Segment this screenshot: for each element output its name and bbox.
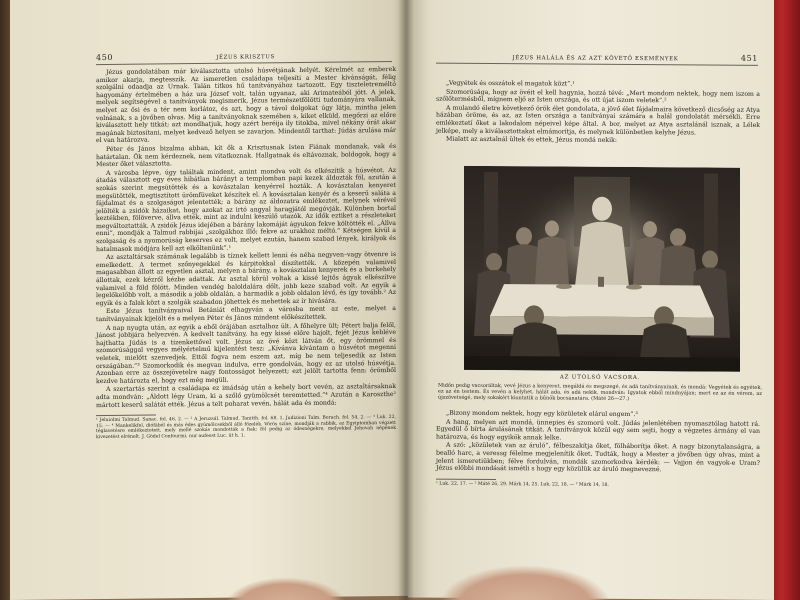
left-paragraph: Jézus gondolatában már kiválasztotta utolsó húsvétjának helyét. Kérelmét az emberek amikor akarja, megtesszik. Az ismeretlen családapa teljesíti a Mester kívánságát, félig szolgálni odaadja az Urnak. Talán titkos hű tanítványához tartozott. Egy tiszteletreméltó hagyomány értelmében a ház ura József volt, talán ugyanaz, aki Arimateából jött. A jelek, melyek segítségével a tanítványok megismerik, Jézus természetfölötti tudományára vallanak, melyet az ősi és a tér nem korlátoz, és azt, hogy a távol dolgokat úgy látja, mintha jelen volnának, s a jövőben olvas. Mig a tanítványoknak szemében s, kiket elküld, megőrzi az előre kiválasztott hely titkát; azt mondhatjuk, hogy azért beréija ily titokba, mivel nékány órát akar magának biztosítani, melyet kedvező helyen se zavarjon. Mindentől tarthat: Júdás árulása már el van határozva. xyxy=(96,65,396,145)
right-text-column-top xyxy=(436,80,760,147)
footnote-rule xyxy=(96,415,156,417)
left-footnotes: ¹ Jeluiolmi Talmud. Sanac. fol. 46, 2. — ² A Jeruzsál. Talmud. Tanitth. fol. 68. 1, Judizioni Talm. Borach. fol. 54, 2. — ³ Luk. 22, 15. — ⁴ Mankelikfel, diófából és más édes gyümölcsekből álló főzelék. Vörös színe, mondják a rabbik, az Egyiptomban végzett téglavetésre emlékeztetett, mely mellé szokás mondották a fiak; föl pedig az ódesnégekre, melyekkel Jehovah népének kivezetést elrénelt. J. Gödel Confourmi, nur aufeost Luc. üt h. 1. xyxy=(96,415,396,441)
right-text-column-bottom xyxy=(436,410,760,490)
right-paragraph: A hang, melyen azt mondá, ünnepies és szomorú volt. Júdás jelenlétében nyomasztólag hatott rá. Egyedül ő bírta árulásának titkát. A tanítványok közül egy sem sejti, hogy a végzetes ármány el van határozva, és hogy egyikök annak lelke. xyxy=(436,418,760,442)
figure-caption-text: Midőn pedig vacsoráltak, vevé Jézus a kenyeret, megáldá és megszegé, és adá tanítványainak, és mondá: Vegyétek és egyétek, ez az én testem. És vevén a kelyhet, hálát ada, és adá nekik, mondván: Igyatok ebből mindnyájan; mert ez az én vérem, az újszövetségé, mely sokakért kiontatik a bűnök bocsánatára. xyxy=(438,382,762,402)
left-paragraph: A nap nyugta után, az egyik a eből órájában asztalhoz ült. A főhelyre ült; Pétert balja felől, Jánost jobbjára helyezvén. A kedvelt tanítvány, ha egy kissé előre hajolt, fejét Jézus kebléve hajthatta Júdás is a tizenkettővel volt. Jézus az övé közt látván őt, egy örömmel és szomorúsággal vegyes mélyértelmű kijelentést tesz: „Kívánva kívántam a húsvétot megenni veletek, mielőtt szenvedjek. Ettől fogva nem eszem azt, míg be nem teljesedik az Isten országában.”³ Szomorkodik és megvan indulva, erre gondolván, hogy ez az utolsó húsvétja. Azonban erre az összejövetelre nagy fontosságot helyezett; ezt jelölt tartotta fenn: örömből kezdve határozta el, hogy ezt még megüli. xyxy=(96,321,396,385)
footnote-rule xyxy=(436,478,496,479)
left-paragraph: Péter és János bizalma abban, kit ők a Krisztusnak Isten Fiának mondanak, vak és határtalan. Ők nem kérdeznek, nem vitatkoznak. Hallgatnak és eltávoznak, boldogok, hogy a Mester őket választotta. xyxy=(96,142,396,169)
left-page-number: 450 xyxy=(96,52,114,63)
left-running-head xyxy=(96,50,392,65)
figure-title: AZ UTOLSÓ VACSORA. xyxy=(559,374,641,382)
right-paragraph: A mulandó életre következő örök élet gondolata, a jövő élet fájdalmaira következő dicsőség az Atya házában öröme, és az, az Isten országa a tanítványai számára a halál gondolatát mérsékli. Erre emlékeztetí őket a lakodalom népeivel képe által. A bor, melyet az Atya asztalánál isznak, a Lélek jelképe, mely a kiválasztottakat elmámorítja, és melynek különbetlen kelyhe Jézus. xyxy=(436,104,760,137)
right-running-head xyxy=(436,52,758,66)
left-running-title: JÉZUS KRISZTUS xyxy=(216,54,275,61)
right-paragraph: Mialatt az asztalnál ültek és ettek, Jézus mondá nekik: xyxy=(446,135,617,145)
figure-caption xyxy=(438,374,762,403)
figure-reference: (Máté 26—27.) xyxy=(591,395,630,402)
right-paragraph: „Vegyétek és osszátok el magatok közt”.¹ xyxy=(446,79,575,88)
right-footnotes: ¹ Luk. 22, 17. — ² Máté 26, 29. Márk 14, 25. Luk. 22, 18. — ³ Márk 14, 18. xyxy=(436,481,609,488)
left-paragraph: A szertartás szerint a családapa ez imádság után a kehely bort vevén, az asztaltársaknak adta mondván: „Áldott légy Uram, ki a szőlő gyümölcsét teremtetted.”⁴ Azután a Karoszthe² mártott keserű salátát ették. Jézus a telt poharat vevén, hálát ada és mondá: xyxy=(96,383,396,409)
right-page xyxy=(408,0,774,600)
right-paragraph: A szó: „közületek van az áruló”, félbeszakítja őket, fölháborítja őket. A nagy bizonytalanságra, a bealló harc, a veressg félelme megjelenítik őket. Tudták, hogy a Mester a jövőben úgy olvas, mint a jelent ismeretiükben; félve fordulván, mondák szomorkodva kérdék: — Vajjon én vagyok-e Uram? Jézus előbbi mondását ismétli s hogy egy közülük az áruló megnevezné. xyxy=(436,442,760,474)
right-paragraph: „Bizony mondom nektek, hogy egy közületek elárul engem”.³ xyxy=(446,409,638,419)
left-paragraph: Az asztaltársak számának legalább is tíznek kellett lenni és néha negyven–vagy ötvenre is emelkedett. A termet szőnyegekkel és kárpitokkal díszítették. A közepén valamivel magasabban állott az egyetlen asztal, melyen a bárány, a kovásztalan kenyerek és a borkehely állottak, ezek kézről kézbe adattak. Az asztal körül voltak a kissé lejtős ágyak elkészítve valamivel a föld fölött. Minden vendég baloldalára dőlt, jobb keze szabad volt. Az egyik a legelőkelőbb volt, a második a jobb oldalán, a harmadik a jobb oldalon lévő, és így tovább.² Az egyik és a falak közt a szolgák szabadon jöhettek és mehettek az ír hivására. xyxy=(96,251,396,307)
right-running-title: JÉZUS HALÁLA ÉS AZ AZT KÖVETŐ ESEMÉNYEK xyxy=(512,55,679,63)
engraving-image xyxy=(464,166,740,372)
right-page-number: 451 xyxy=(740,53,758,63)
left-paragraph: A városba lépve, úgy találtak mindent, amint mondva volt és elkészítik a húsvétot. Az átadás választott egy éves hibátlan bárányt a templomban papi kezek áldozták föl, azután a szokás szerint megsütötték és a kovásztalan kenyérrel hozták. A kovásztalan kenyeret megsütötték, megtisztított ürömfüveket készítek el. A kovásztalan kenyér és a keserű saláta a fájdalmat és a szolgaságot jelentették; a bárány az áldozatra emlékeztet, melynek vérével jelölték a zsidók házaikat, hogy azokat az irtó angyal haragjától megóvják. Különben bortal keztékben, fölöverve, állva ették, mint az indulni készülő utazók. Az idők eztiket a részleteket megváltoztatták. A zsidók Jézus idejében a bárány lakomáját ágyukon fekve költötték el. „Állva enni”, mondják a Talmud rabbijai „szolgákhoz illő; fekve az urakhoz méltó.” Kétségen kívül a szolgaság és a nyomorúság keserves ez volt, melyet ezután, hanem szabad lények, királyok és hatalmasok módjára kell azt elköltenünk”.¹ xyxy=(96,166,396,253)
left-paragraph: Este Jézus tanítványaival Betániát elhagyván a városba ment az este, melyet a tanítványainak kijelölt és a melyen Péter és János mindent előkészítettek. xyxy=(96,305,396,324)
right-paragraph: Szomorúsága, hogy az övéit el kell hagynia, hozzá tévé: „Mert mondom nektek, hogy nem iszom a szőlőtermésből, mígnem eljő az Isten országa, és ott újat iszom veletek”.² xyxy=(436,88,760,105)
book-cover-red-edge xyxy=(770,0,800,600)
left-page xyxy=(10,0,408,600)
last-supper-engraving xyxy=(464,166,740,372)
left-text-column xyxy=(96,66,396,441)
finger-left xyxy=(226,578,346,600)
book-gutter-shadow xyxy=(398,0,414,600)
finger-right xyxy=(440,566,610,600)
